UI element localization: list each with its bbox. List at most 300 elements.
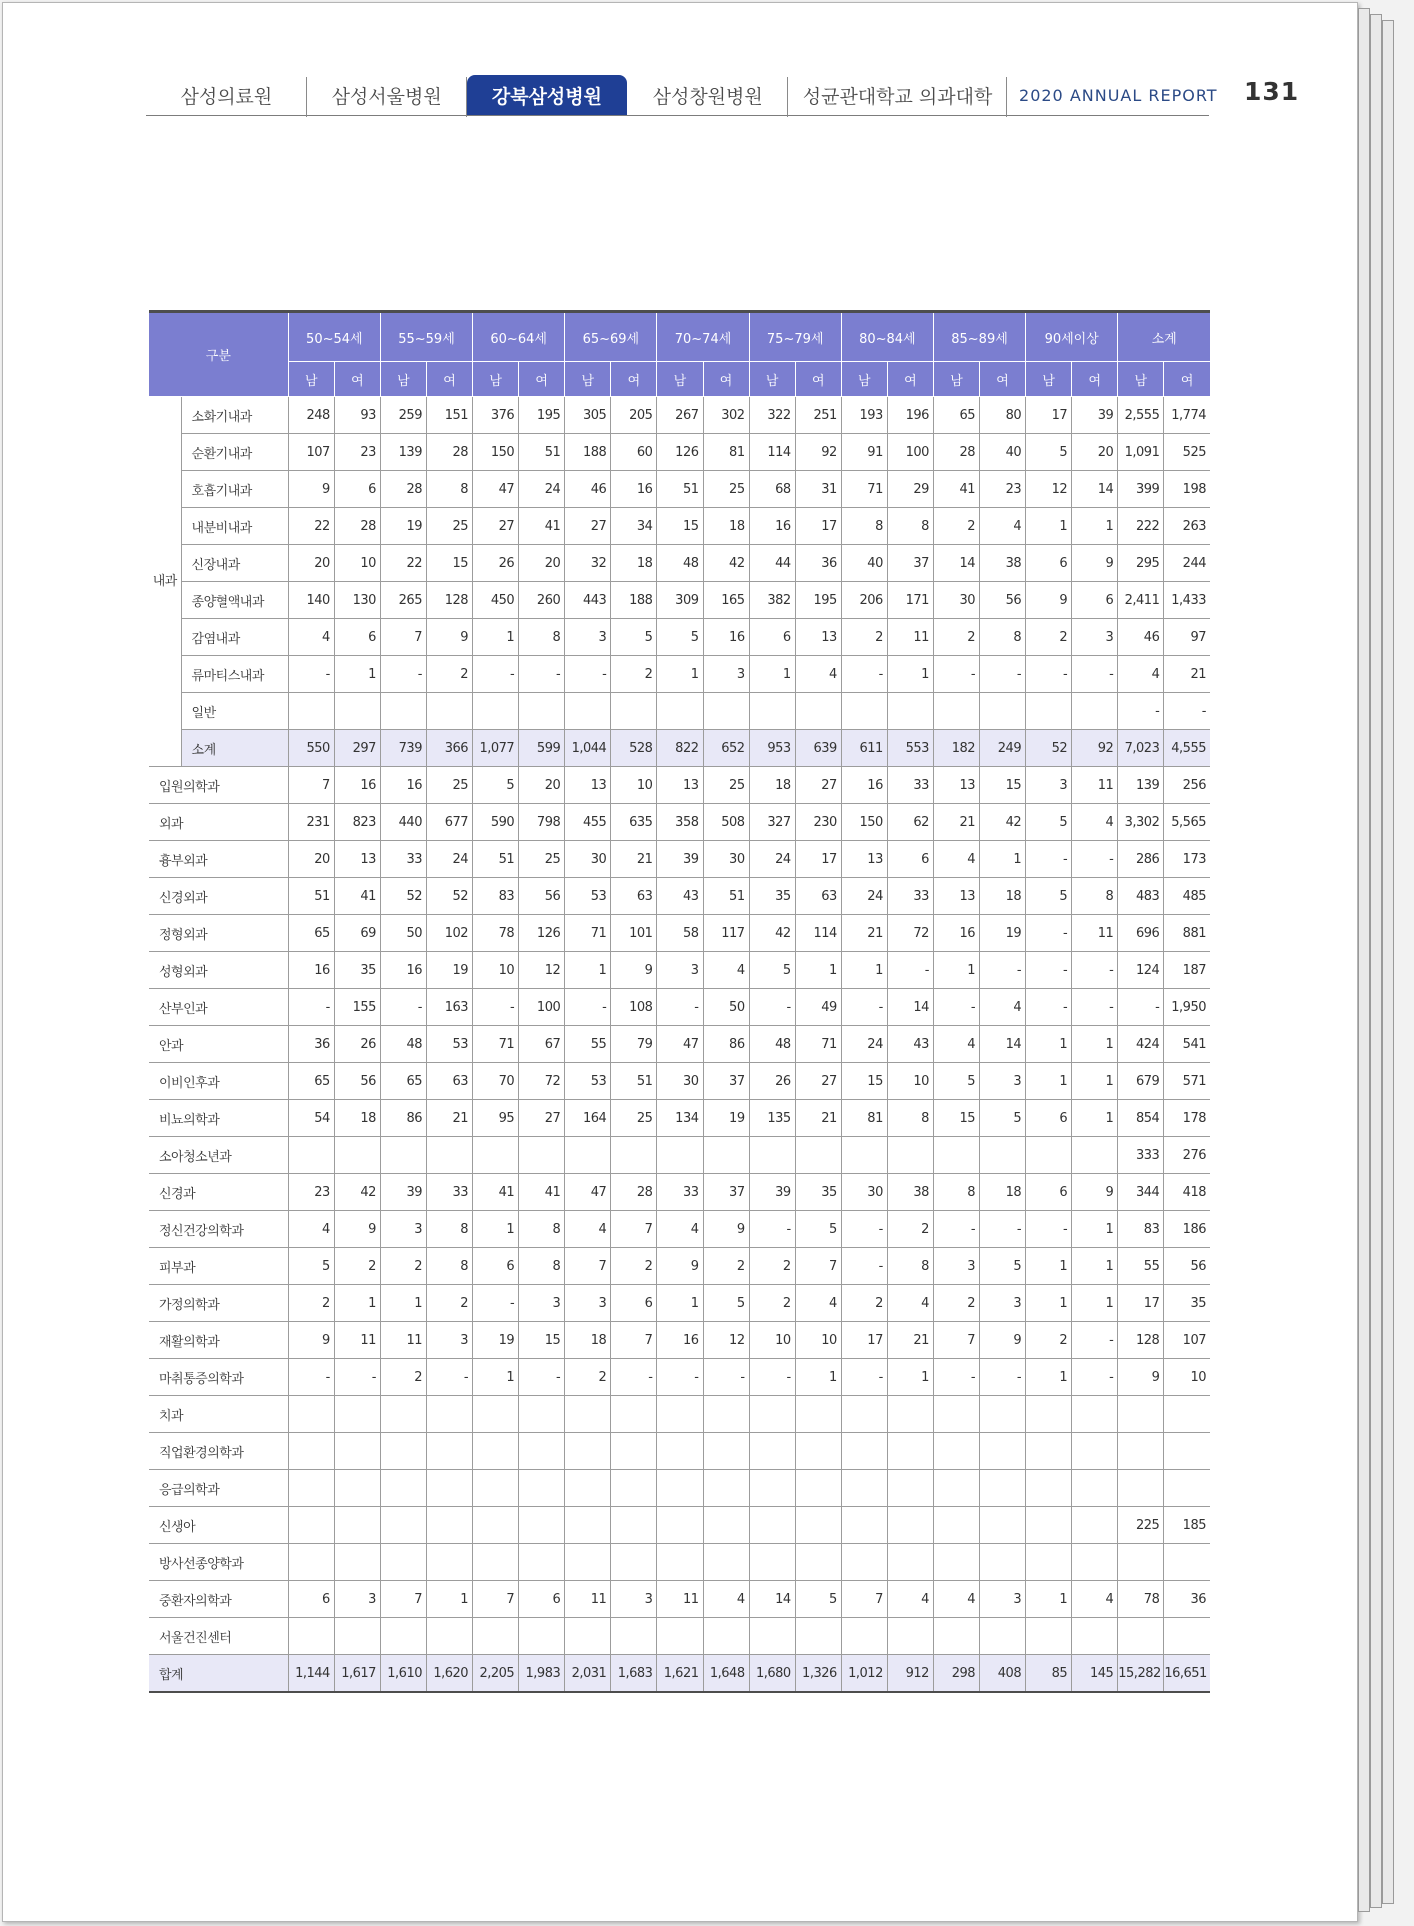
row-label: 순환기내과 <box>181 434 288 471</box>
value-cell: 17 <box>795 841 841 878</box>
value-cell <box>980 1507 1026 1544</box>
group-label-char: 내 <box>152 573 165 589</box>
table-row <box>149 915 1210 952</box>
value-cell: 56 <box>1164 1248 1210 1285</box>
sex-header: 남 <box>288 362 334 397</box>
value-cell: 11 <box>565 1581 611 1618</box>
value-cell: 23 <box>334 434 380 471</box>
value-cell <box>565 1470 611 1507</box>
tab-kangbuk-samsung-hospital[interactable]: 강북삼성병원 <box>467 75 628 115</box>
value-cell <box>795 1544 841 1581</box>
value-cell: 8 <box>426 471 472 508</box>
value-cell: 5 <box>795 1211 841 1248</box>
value-cell <box>980 1544 1026 1581</box>
value-cell: 11 <box>1072 915 1118 952</box>
value-cell: 186 <box>1164 1211 1210 1248</box>
value-cell: 652 <box>703 730 749 767</box>
value-cell: 21 <box>1164 656 1210 693</box>
value-cell: 1 <box>473 1211 519 1248</box>
value-cell: 15 <box>841 1063 887 1100</box>
value-cell: 47 <box>473 471 519 508</box>
value-cell: 21 <box>841 915 887 952</box>
value-cell: 5 <box>933 1063 979 1100</box>
value-cell: 6 <box>473 1248 519 1285</box>
sex-header: 남 <box>565 362 611 397</box>
value-cell: 7 <box>933 1322 979 1359</box>
value-cell <box>426 1544 472 1581</box>
value-cell <box>841 1396 887 1433</box>
value-cell: - <box>473 656 519 693</box>
value-cell: 9 <box>334 1211 380 1248</box>
value-cell <box>749 1433 795 1470</box>
value-cell: 86 <box>380 1100 426 1137</box>
value-cell: 590 <box>473 804 519 841</box>
value-cell <box>288 1618 334 1655</box>
value-cell: 635 <box>611 804 657 841</box>
value-cell <box>1118 1470 1164 1507</box>
value-cell: 408 <box>980 1655 1026 1693</box>
value-cell: 3 <box>703 656 749 693</box>
value-cell <box>703 693 749 730</box>
value-cell: 4 <box>933 1581 979 1618</box>
value-cell <box>1026 1470 1072 1507</box>
value-cell: 33 <box>887 878 933 915</box>
age-group-header: 55~59세 <box>380 312 472 362</box>
value-cell: 5 <box>473 767 519 804</box>
value-cell: 30 <box>565 841 611 878</box>
value-cell: 151 <box>426 397 472 434</box>
value-cell: 32 <box>565 545 611 582</box>
value-cell: 1 <box>887 656 933 693</box>
value-cell: 15,282 <box>1118 1655 1164 1693</box>
value-cell: 22 <box>288 508 334 545</box>
value-cell: 1,091 <box>1118 434 1164 471</box>
value-cell: 3 <box>426 1322 472 1359</box>
value-cell: 1 <box>380 1285 426 1322</box>
value-cell <box>426 1470 472 1507</box>
value-cell: 8 <box>887 508 933 545</box>
value-cell: 6 <box>288 1581 334 1618</box>
row-label: 소화기내과 <box>181 397 288 434</box>
value-cell: 276 <box>1164 1137 1210 1174</box>
value-cell <box>1118 1396 1164 1433</box>
row-label: 흉부외과 <box>149 841 288 878</box>
value-cell: 24 <box>426 841 472 878</box>
value-cell: 163 <box>426 989 472 1026</box>
value-cell: 1,077 <box>473 730 519 767</box>
row-label: 안과 <box>149 1026 288 1063</box>
value-cell: 17 <box>1118 1285 1164 1322</box>
value-cell: 51 <box>288 878 334 915</box>
value-cell: - <box>1026 952 1072 989</box>
value-cell: - <box>1072 841 1118 878</box>
value-cell <box>288 1137 334 1174</box>
value-cell: 9 <box>1072 545 1118 582</box>
value-cell: 2 <box>288 1285 334 1322</box>
value-cell <box>565 1137 611 1174</box>
sex-header: 남 <box>473 362 519 397</box>
value-cell: 1 <box>980 841 1026 878</box>
value-cell: 1,433 <box>1164 582 1210 619</box>
value-cell: 2 <box>841 1285 887 1322</box>
value-cell: 249 <box>980 730 1026 767</box>
value-cell <box>841 1137 887 1174</box>
value-cell: 12 <box>703 1322 749 1359</box>
value-cell: 5 <box>703 1285 749 1322</box>
table-row <box>149 1396 1210 1433</box>
value-cell <box>795 1507 841 1544</box>
table-row <box>149 1248 1210 1285</box>
value-cell: 71 <box>795 1026 841 1063</box>
value-cell <box>334 1137 380 1174</box>
value-cell <box>887 1618 933 1655</box>
value-cell: 15 <box>426 545 472 582</box>
value-cell: 86 <box>703 1026 749 1063</box>
value-cell: 14 <box>887 989 933 1026</box>
value-cell: 165 <box>703 582 749 619</box>
table-row <box>149 1026 1210 1063</box>
value-cell: 18 <box>980 878 1026 915</box>
value-cell: - <box>519 656 565 693</box>
value-cell <box>288 1544 334 1581</box>
value-cell: 26 <box>473 545 519 582</box>
value-cell <box>334 1618 380 1655</box>
value-cell: 35 <box>1164 1285 1210 1322</box>
value-cell <box>611 693 657 730</box>
value-cell: 33 <box>657 1174 703 1211</box>
value-cell: 1,620 <box>426 1655 472 1693</box>
value-cell: 16 <box>611 471 657 508</box>
value-cell <box>657 1433 703 1470</box>
value-cell: - <box>565 656 611 693</box>
value-cell: 19 <box>426 952 472 989</box>
value-cell <box>334 1544 380 1581</box>
value-cell <box>426 1507 472 1544</box>
value-cell <box>380 1137 426 1174</box>
value-cell: 48 <box>749 1026 795 1063</box>
value-cell: 5 <box>980 1100 1026 1137</box>
value-cell: 37 <box>703 1174 749 1211</box>
value-cell: 231 <box>288 804 334 841</box>
value-cell <box>703 1137 749 1174</box>
value-cell: 599 <box>519 730 565 767</box>
value-cell <box>565 1507 611 1544</box>
value-cell: 2 <box>933 508 979 545</box>
value-cell <box>703 1433 749 1470</box>
value-cell: 8 <box>426 1248 472 1285</box>
value-cell: 83 <box>1118 1211 1164 1248</box>
value-cell: 881 <box>1164 915 1210 952</box>
value-cell: 1,012 <box>841 1655 887 1693</box>
value-cell: 7 <box>611 1211 657 1248</box>
value-cell: 1 <box>334 1285 380 1322</box>
value-cell: 5 <box>288 1248 334 1285</box>
value-cell: 8 <box>519 1211 565 1248</box>
row-label: 정형외과 <box>149 915 288 952</box>
value-cell: 21 <box>933 804 979 841</box>
value-cell: 65 <box>933 397 979 434</box>
value-cell: 13 <box>841 841 887 878</box>
row-label: 신생아 <box>149 1507 288 1544</box>
value-cell: - <box>1118 693 1164 730</box>
value-cell <box>380 1544 426 1581</box>
value-cell <box>1026 1137 1072 1174</box>
value-cell: 2 <box>426 1285 472 1322</box>
value-cell: 39 <box>657 841 703 878</box>
table-row <box>149 767 1210 804</box>
table-row <box>149 1100 1210 1137</box>
value-cell: 187 <box>1164 952 1210 989</box>
row-label: 합계 <box>149 1655 288 1693</box>
sex-header: 여 <box>1164 362 1210 397</box>
value-cell: - <box>657 1359 703 1396</box>
value-cell: 18 <box>565 1322 611 1359</box>
value-cell: 16 <box>749 508 795 545</box>
value-cell: 376 <box>473 397 519 434</box>
value-cell: 14 <box>749 1581 795 1618</box>
value-cell: 196 <box>887 397 933 434</box>
value-cell <box>334 1507 380 1544</box>
value-cell: 6 <box>749 619 795 656</box>
value-cell <box>933 1433 979 1470</box>
row-label: 일반 <box>181 693 288 730</box>
value-cell: 16 <box>288 952 334 989</box>
value-cell <box>1072 1618 1118 1655</box>
value-cell <box>1072 1396 1118 1433</box>
value-cell: 2 <box>933 1285 979 1322</box>
value-cell: 854 <box>1118 1100 1164 1137</box>
value-cell: 11 <box>380 1322 426 1359</box>
value-cell: 6 <box>1026 545 1072 582</box>
value-cell: 65 <box>288 1063 334 1100</box>
value-cell <box>1026 1544 1072 1581</box>
value-cell: - <box>565 989 611 1026</box>
value-cell: 42 <box>980 804 1026 841</box>
value-cell: 22 <box>380 545 426 582</box>
value-cell: 37 <box>887 545 933 582</box>
value-cell: 4,555 <box>1164 730 1210 767</box>
value-cell: 56 <box>334 1063 380 1100</box>
value-cell: 6 <box>1026 1100 1072 1137</box>
value-cell: 28 <box>380 471 426 508</box>
value-cell: 1 <box>657 1285 703 1322</box>
value-cell: 56 <box>980 582 1026 619</box>
tab-skku-medical-school[interactable]: 성균관대학교 의과대학 <box>788 75 1007 115</box>
value-cell: 155 <box>334 989 380 1026</box>
value-cell: 424 <box>1118 1026 1164 1063</box>
table-row <box>149 1433 1210 1470</box>
value-cell: 4 <box>703 952 749 989</box>
table-row <box>149 841 1210 878</box>
value-cell: - <box>933 656 979 693</box>
value-cell: 248 <box>288 397 334 434</box>
value-cell <box>795 693 841 730</box>
value-cell: 1,950 <box>1164 989 1210 1026</box>
value-cell: 91 <box>841 434 887 471</box>
row-label: 응급의학과 <box>149 1470 288 1507</box>
corner-header: 구분 <box>149 312 288 397</box>
value-cell: 18 <box>980 1174 1026 1211</box>
value-cell: 14 <box>980 1026 1026 1063</box>
value-cell: 9 <box>611 952 657 989</box>
age-group-header: 80~84세 <box>841 312 933 362</box>
value-cell: 6 <box>519 1581 565 1618</box>
value-cell: 1 <box>1072 1248 1118 1285</box>
value-cell <box>565 1433 611 1470</box>
value-cell: 126 <box>657 434 703 471</box>
value-cell: - <box>749 1211 795 1248</box>
sex-header: 남 <box>841 362 887 397</box>
value-cell: 145 <box>1072 1655 1118 1693</box>
value-cell: 5 <box>1026 434 1072 471</box>
value-cell <box>887 1470 933 1507</box>
value-cell: - <box>703 1359 749 1396</box>
value-cell: - <box>980 656 1026 693</box>
value-cell <box>611 1507 657 1544</box>
age-group-header: 50~54세 <box>288 312 380 362</box>
value-cell: 41 <box>473 1174 519 1211</box>
page-edge <box>1358 8 1370 1912</box>
value-cell: 39 <box>380 1174 426 1211</box>
page-edge <box>1382 20 1394 1904</box>
value-cell: 6 <box>334 619 380 656</box>
value-cell: 450 <box>473 582 519 619</box>
value-cell: 4 <box>288 1211 334 1248</box>
value-cell: 52 <box>1026 730 1072 767</box>
value-cell: 50 <box>703 989 749 1026</box>
value-cell: 23 <box>980 471 1026 508</box>
value-cell: - <box>887 952 933 989</box>
value-cell <box>380 1507 426 1544</box>
value-cell: 15 <box>933 1100 979 1137</box>
value-cell: 8 <box>519 1248 565 1285</box>
value-cell: 24 <box>841 1026 887 1063</box>
value-cell: 4 <box>565 1211 611 1248</box>
value-cell: 49 <box>795 989 841 1026</box>
value-cell: 13 <box>334 841 380 878</box>
value-cell: 16,651 <box>1164 1655 1210 1693</box>
value-cell <box>887 1137 933 1174</box>
value-cell: 30 <box>657 1063 703 1100</box>
value-cell: 36 <box>1164 1581 1210 1618</box>
row-label: 소아청소년과 <box>149 1137 288 1174</box>
row-label: 정신건강의학과 <box>149 1211 288 1248</box>
value-cell: 7 <box>795 1248 841 1285</box>
value-cell: - <box>426 1359 472 1396</box>
value-cell: - <box>841 1211 887 1248</box>
sex-header: 남 <box>1118 362 1164 397</box>
value-cell: 164 <box>565 1100 611 1137</box>
value-cell: 571 <box>1164 1063 1210 1100</box>
value-cell: 358 <box>657 804 703 841</box>
value-cell: 5 <box>980 1248 1026 1285</box>
value-cell: 4 <box>795 656 841 693</box>
value-cell: 24 <box>749 841 795 878</box>
value-cell: 2,555 <box>1118 397 1164 434</box>
value-cell: 47 <box>657 1026 703 1063</box>
value-cell: 4 <box>933 841 979 878</box>
value-cell: 302 <box>703 397 749 434</box>
table-row <box>149 952 1210 989</box>
value-cell: 4 <box>657 1211 703 1248</box>
internal-medicine-group-label <box>149 397 181 767</box>
value-cell: 1 <box>1026 1581 1072 1618</box>
value-cell <box>749 1396 795 1433</box>
sex-header: 여 <box>703 362 749 397</box>
value-cell: - <box>841 1359 887 1396</box>
value-cell <box>473 1433 519 1470</box>
value-cell <box>473 1137 519 1174</box>
value-cell: 3 <box>933 1248 979 1285</box>
value-cell: 40 <box>980 434 1026 471</box>
value-cell: 41 <box>334 878 380 915</box>
value-cell: 4 <box>887 1581 933 1618</box>
value-cell: 78 <box>1118 1581 1164 1618</box>
value-cell: 1 <box>795 952 841 989</box>
value-cell <box>657 1470 703 1507</box>
value-cell <box>841 1618 887 1655</box>
tab-samsung-changwon-hospital[interactable]: 삼성창원병원 <box>627 75 788 115</box>
value-cell: 1,326 <box>795 1655 841 1693</box>
value-cell: - <box>657 989 703 1026</box>
row-label: 내분비내과 <box>181 508 288 545</box>
value-cell: 50 <box>380 915 426 952</box>
value-cell: 85 <box>1026 1655 1072 1693</box>
value-cell: 130 <box>334 582 380 619</box>
value-cell: - <box>1118 989 1164 1026</box>
value-cell: 20 <box>288 841 334 878</box>
value-cell: 140 <box>288 582 334 619</box>
sex-header: 여 <box>887 362 933 397</box>
value-cell: 2 <box>1026 619 1072 656</box>
table-row <box>149 989 1210 1026</box>
value-cell <box>703 1618 749 1655</box>
value-cell <box>887 1544 933 1581</box>
value-cell: 297 <box>334 730 380 767</box>
value-cell: 33 <box>426 1174 472 1211</box>
value-cell: 27 <box>565 508 611 545</box>
value-cell: 9 <box>288 1322 334 1359</box>
value-cell <box>980 1470 1026 1507</box>
value-cell: 72 <box>887 915 933 952</box>
value-cell: 198 <box>1164 471 1210 508</box>
value-cell <box>473 1618 519 1655</box>
value-cell: 10 <box>1164 1359 1210 1396</box>
value-cell: 485 <box>1164 878 1210 915</box>
value-cell: 2 <box>887 1211 933 1248</box>
sex-header: 남 <box>933 362 979 397</box>
value-cell <box>1164 1433 1210 1470</box>
tab-samsung-seoul-hospital[interactable]: 삼성서울병원 <box>307 75 467 115</box>
row-label: 방사선종양학과 <box>149 1544 288 1581</box>
value-cell <box>519 1507 565 1544</box>
value-cell: 10 <box>334 545 380 582</box>
value-cell: 4 <box>288 619 334 656</box>
value-cell: - <box>933 989 979 1026</box>
value-cell: - <box>1072 656 1118 693</box>
value-cell: 71 <box>473 1026 519 1063</box>
value-cell <box>795 1470 841 1507</box>
value-cell: 305 <box>565 397 611 434</box>
value-cell: 37 <box>703 1063 749 1100</box>
tab-samsung-medical-center[interactable]: 삼성의료원 <box>146 75 307 115</box>
value-cell: 205 <box>611 397 657 434</box>
value-cell <box>1164 1544 1210 1581</box>
value-cell <box>749 1137 795 1174</box>
value-cell <box>841 1470 887 1507</box>
value-cell: - <box>1026 989 1072 1026</box>
value-cell: 1 <box>1072 1211 1118 1248</box>
